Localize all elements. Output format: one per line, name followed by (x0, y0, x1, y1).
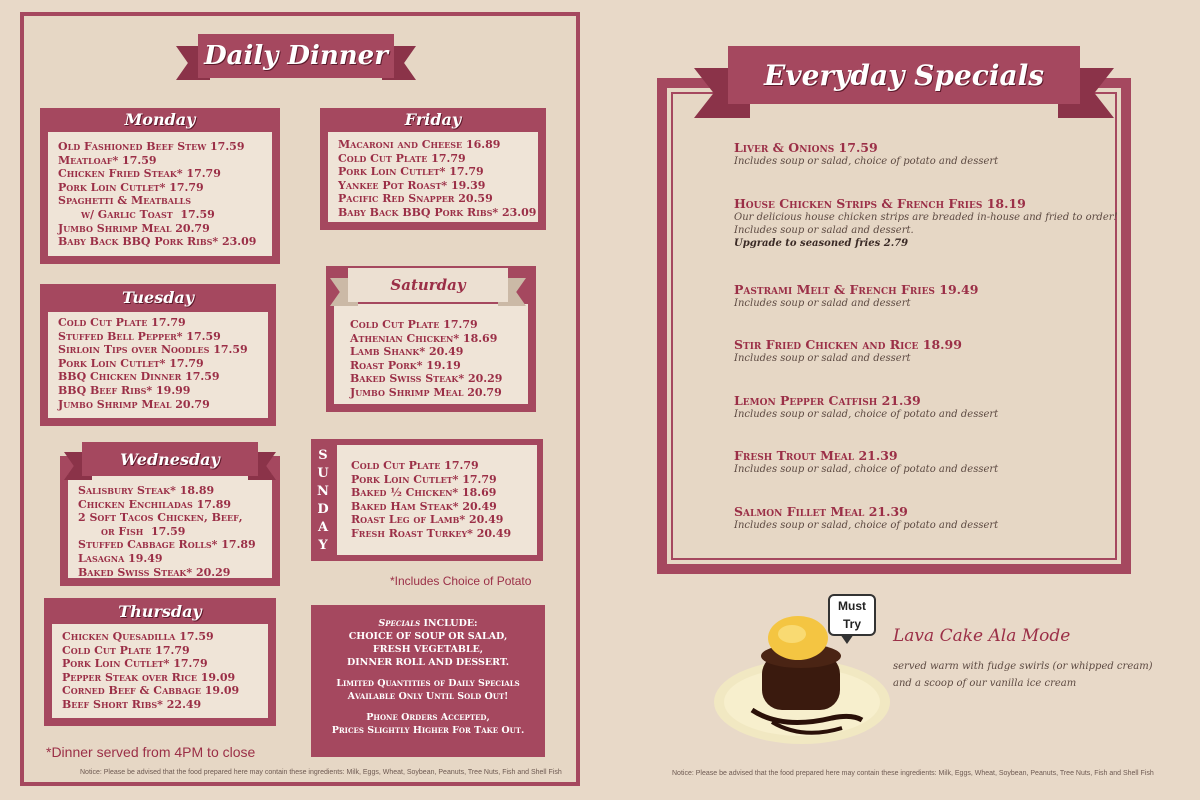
lava-cake-description: served warm with fudge swirls (or whipped cream) and a scoop of our vanilla ice cream (893, 661, 1153, 689)
thursday-title: Thursday (118, 602, 202, 621)
menu-item: Stuffed Cabbage Rolls* 17.89 (78, 538, 256, 552)
menu-item: or Fish 17.59 (78, 524, 186, 538)
friday-title: Friday (404, 110, 462, 129)
everyday-specials-banner (694, 46, 1114, 118)
menu-item: 2 Soft Tacos Chicken, Beef, (78, 511, 243, 525)
menu-item: Chicken Quesadilla 17.59 (62, 630, 214, 643)
sunday-box (311, 439, 543, 561)
menu-item: Chicken Enchiladas 17.89 (78, 497, 232, 511)
menu-item: Chicken Fried Steak* 17.79 (58, 167, 221, 181)
special-item: Lemon Pepper Catfish 21.39 Includes soup or salad, choice of potato and dessert (734, 393, 999, 420)
lava-cake-title: Lava Cake Ala Mode (893, 626, 1071, 646)
menu-item: Corned Beef & Cabbage 19.09 (62, 684, 240, 698)
menu-item: Spaghetti & Meatballs (58, 194, 192, 208)
menu-item: Pork Loin Cutlet* 17.79 (351, 472, 497, 486)
everyday-specials-title: Everyday Specials (763, 58, 1045, 92)
menu-item: Baked ½ Chicken* 18.69 (351, 486, 497, 500)
thursday-box (44, 598, 276, 726)
menu-item: Pacific Red Snapper 20.59 (338, 192, 493, 206)
special-item: Pastrami Melt & French Fries 19.49 Includes soup or salad and dessert (734, 282, 979, 309)
tuesday-box (40, 284, 276, 426)
menu-item: Lamb Shank* 20.49 (350, 345, 464, 359)
menu-item: Athenian Chicken* 18.69 (350, 331, 498, 345)
menu-item: Pork Loin Cutlet* 17.79 (62, 657, 208, 671)
friday-box (320, 108, 546, 230)
saturday-title: Saturday (390, 276, 466, 294)
dinner-hours-note: *Dinner served from 4PM to close (46, 744, 256, 760)
menu-item: Lasagna 19.49 (78, 551, 163, 565)
menu-item: Roast Leg of Lamb* 20.49 (351, 513, 504, 527)
menu-item: Fresh Roast Turkey* 20.49 (351, 526, 512, 540)
menu-item: Macaroni and Cheese 16.89 (338, 138, 501, 151)
wednesday-banner (64, 442, 276, 482)
menu-item: Pork Loin Cutlet* 17.79 (58, 356, 204, 370)
menu-item: Cold Cut Plate 17.79 (350, 318, 478, 331)
daily-dinner-title: Daily Dinner (204, 41, 388, 71)
menu-item: Yankee Pot Roast* 19.39 (338, 178, 486, 192)
monday-box (40, 108, 280, 264)
menu-item: Roast Pork* 19.19 (350, 358, 461, 372)
allergen-notice-left: Notice: Please be advised that the food prepared here may contain these ingredients: Milk, Eggs, Wheat, Soybean, Peanuts, Tree Nuts, Fish and Shell Fish (80, 769, 562, 776)
menu-item: Old Fashioned Beef Stew 17.59 (58, 140, 245, 153)
menu-item: Pork Loin Cutlet* 17.79 (338, 165, 484, 179)
menu-item: Cold Cut Plate 17.79 (58, 316, 186, 329)
menu-item: Baby Back BBQ Pork Ribs* 23.09 (338, 205, 537, 219)
specials-include-box: Specials INCLUDE: CHOICE OF SOUP OR SALAD, FRESH VEGETABLE, DINNER ROLL AND DESSERT. Limited Quantities of Daily Specials Available Only Until Sold Out! Phone Orders Accepted, Prices Slightly Higher For Take Out. (311, 605, 545, 757)
menu-item: Baked Swiss Steak* 20.29 (78, 565, 231, 579)
menu-item: Sirloin Tips over Noodles 17.59 (58, 343, 248, 357)
menu-item: Salisbury Steak* 18.89 (78, 484, 215, 497)
monday-title: Monday (124, 110, 196, 129)
menu-item: Cold Cut Plate 17.79 (62, 643, 190, 657)
menu-item: Baby Back BBQ Pork Ribs* 23.09 (58, 235, 257, 249)
menu-item: Jumbo Shrimp Meal 20.79 (58, 221, 210, 235)
menu-item: Meatloaf* 17.59 (58, 153, 157, 167)
menu-item: BBQ Chicken Dinner 17.59 (58, 370, 220, 384)
menu-item: Jumbo Shrimp Meal 20.79 (350, 385, 502, 399)
specials-include-heading: Specials INCLUDE: (378, 618, 478, 629)
menu-item: Pork Loin Cutlet* 17.79 (58, 180, 204, 194)
menu-item: Cold Cut Plate 17.79 (338, 151, 466, 165)
menu-item: Jumbo Shrimp Meal 20.79 (58, 397, 210, 411)
menu-item: w/ Garlic Toast 17.59 (58, 207, 215, 221)
special-item: House Chicken Strips & French Fries 18.19 Our delicious house chicken strips are breaded in-house and fried to order! Includes soup or salad and dessert. Upgrade to seasoned fries 2.79 (734, 196, 1118, 249)
allergen-notice-right: Notice: Please be advised that the food prepared here may contain these ingredients: Milk, Eggs, Wheat, Soybean, Peanuts, Tree Nuts, Fish and Shell Fish (672, 770, 1154, 777)
special-item: Salmon Fillet Meal 21.39 Includes soup or salad, choice of potato and dessert (734, 504, 999, 531)
potato-note: *Includes Choice of Potato (390, 574, 532, 588)
menu-item: Stuffed Bell Pepper* 17.59 (58, 329, 221, 343)
menu-item: Pepper Steak over Rice 19.09 (62, 670, 236, 684)
tuesday-title: Tuesday (121, 288, 195, 307)
menu-item: Cold Cut Plate 17.79 (351, 459, 479, 472)
special-item: Fresh Trout Meal 21.39 Includes soup or salad, choice of potato and dessert (734, 448, 999, 475)
menu-item: Baked Swiss Steak* 20.29 (350, 372, 503, 386)
menu-item: Beef Short Ribs* 22.49 (62, 697, 202, 711)
special-item: Stir Fried Chicken and Rice 18.99 Includes soup or salad and dessert (734, 337, 962, 364)
wednesday-title: Wednesday (120, 449, 220, 469)
saturday-banner (330, 268, 526, 308)
must-try-badge: Must Try (828, 594, 876, 636)
menu-item: Baked Ham Steak* 20.49 (351, 499, 497, 513)
daily-dinner-banner (176, 34, 416, 86)
special-item: Liver & Onions 17.59 Includes soup or salad, choice of potato and dessert (734, 140, 999, 167)
sunday-vertical-label: S U N D A Y (317, 448, 329, 553)
menu-item: BBQ Beef Ribs* 19.99 (58, 383, 191, 397)
